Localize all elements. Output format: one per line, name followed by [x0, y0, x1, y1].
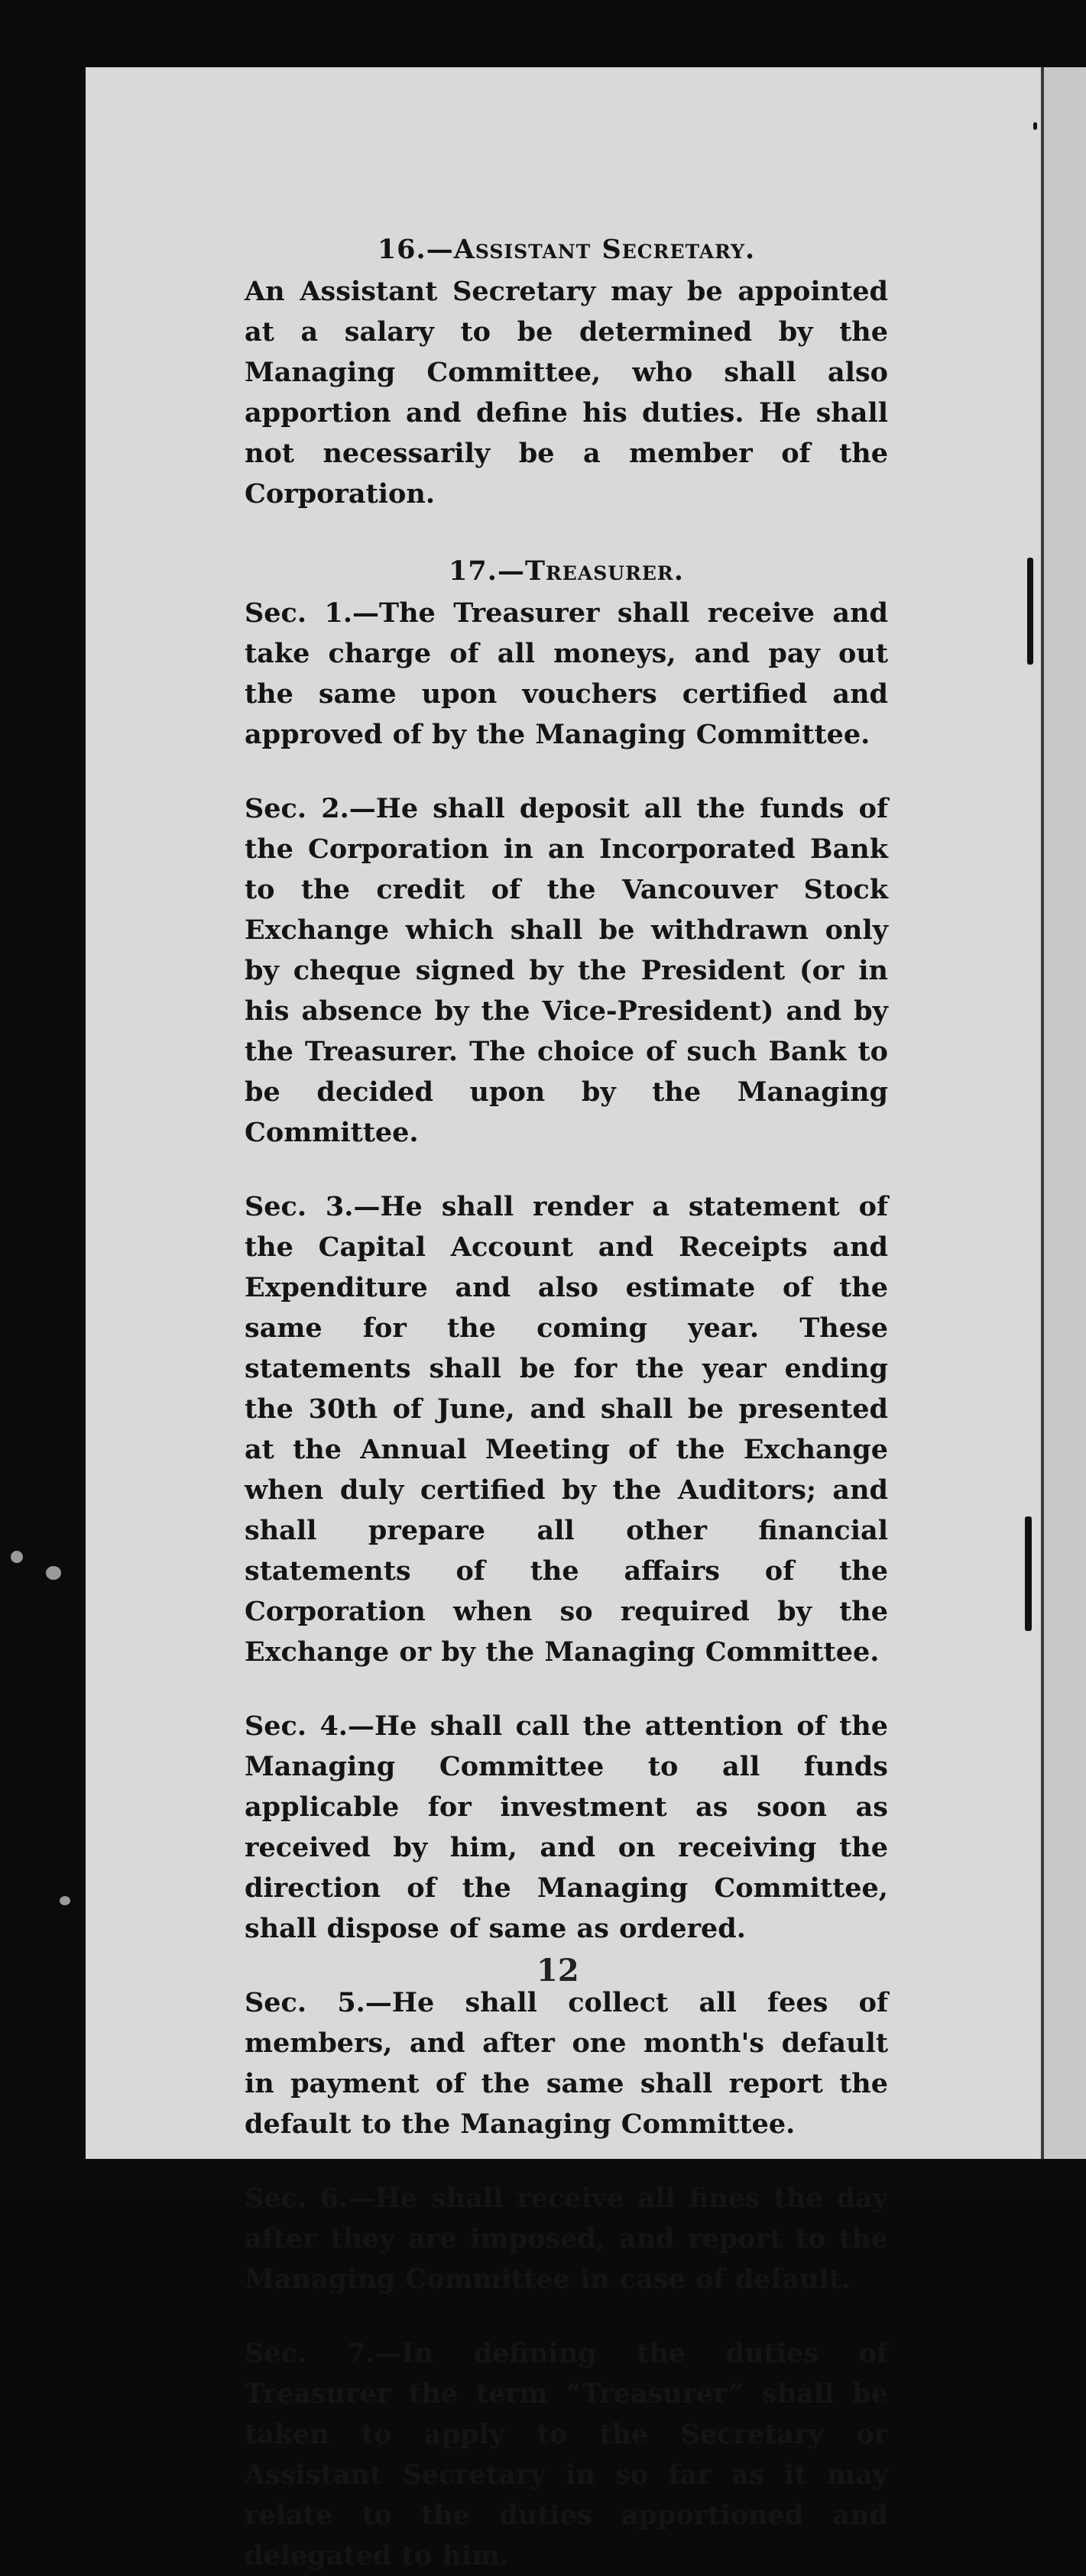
- sec-label: Sec. 5.: [245, 1987, 365, 2018]
- sec-text: —In defining the duties of Treasurer the term “Treasurer” shall be taken to apply to the Secretary or Assistant Secretary in so far as it may relate to the duties apportioned and delegated to him.: [245, 2338, 888, 2571]
- edge-mark: [1027, 558, 1033, 665]
- treasurer-sec-1: [245, 593, 888, 755]
- sec-text: —He shall call the attention of the Managing Committee to all funds applicable for investment as soon as received by him, and on receiving the direction of the Managing Committee, shall dispose of same as ordered.: [245, 1710, 888, 1944]
- treasurer-sec-4: [245, 1706, 888, 1949]
- sec-text: —He shall render a statement of the Capital Account and Receipts and Expenditure and also estimate of the same for the coming year. These statements shall be for the year ending the 30th of June, and shall be presented at the Annual Meeting of the Exchange when duly certified by the Auditors; and shall prepare all other financial statements of the affairs of the Corporation when so required by the Exchange or by the Managing Committee.: [245, 1191, 889, 1668]
- sec-text: —He shall deposit all the funds of the Corporation in an Incorporated Bank to the credit of the Vancouver Stock Exchange which shall be withdrawn only by cheque signed by the President (or in his absence by the Vice-President) and by the Treasurer. The choice of such Bank to be decided upon by the Managing Committee.: [245, 793, 888, 1148]
- treasurer-sec-7: [245, 2333, 888, 2576]
- left-margin-speck: [60, 1896, 70, 1905]
- treasurer-sec-5: [245, 1982, 888, 2144]
- sec-text: —The Treasurer shall receive and take charge of all moneys, and pay out the same upon vouchers certified and approved of by the Managing Committee.: [245, 597, 888, 750]
- edge-mark: [1033, 122, 1037, 130]
- sec-text: —He shall receive all fines the day after they are imposed, and report to the Managing Committee in case of default.: [245, 2183, 889, 2295]
- section-17-heading: 17.—Treasurer.: [449, 555, 684, 587]
- sec-text: —He shall collect all fees of members, and after one month's default in payment of the same shall report the default to the Managing Committee.: [245, 1987, 889, 2140]
- left-margin-speck: [11, 1551, 23, 1563]
- sec-label: Sec. 7.: [245, 2338, 375, 2369]
- edge-mark: [1025, 1516, 1032, 1631]
- sec-label: Sec. 1.: [245, 597, 353, 629]
- section-16-paragraph: An Assistant Secretary may be appointed at a salary to be determined by the Managing Committee, who shall also apportion and define his duties. He shall not necessarily be a member of the Corporation.: [245, 276, 888, 510]
- page-number: 12: [537, 1953, 579, 1989]
- sec-label: Sec. 2.: [245, 793, 349, 824]
- sec-label: Sec. 4.: [245, 1710, 348, 1742]
- treasurer-sec-3: [245, 1186, 888, 1672]
- section-16-heading: 16.—Assistant Secretary.: [377, 234, 756, 265]
- adjacent-page-edge: [1041, 67, 1086, 2159]
- sec-label: Sec. 3.: [245, 1191, 354, 1222]
- sec-label: Sec. 6.: [245, 2183, 348, 2214]
- treasurer-sec-6: [245, 2178, 888, 2299]
- treasurer-sec-2: [245, 788, 888, 1153]
- document-body: [245, 229, 888, 2576]
- left-margin-speck: [46, 1566, 61, 1580]
